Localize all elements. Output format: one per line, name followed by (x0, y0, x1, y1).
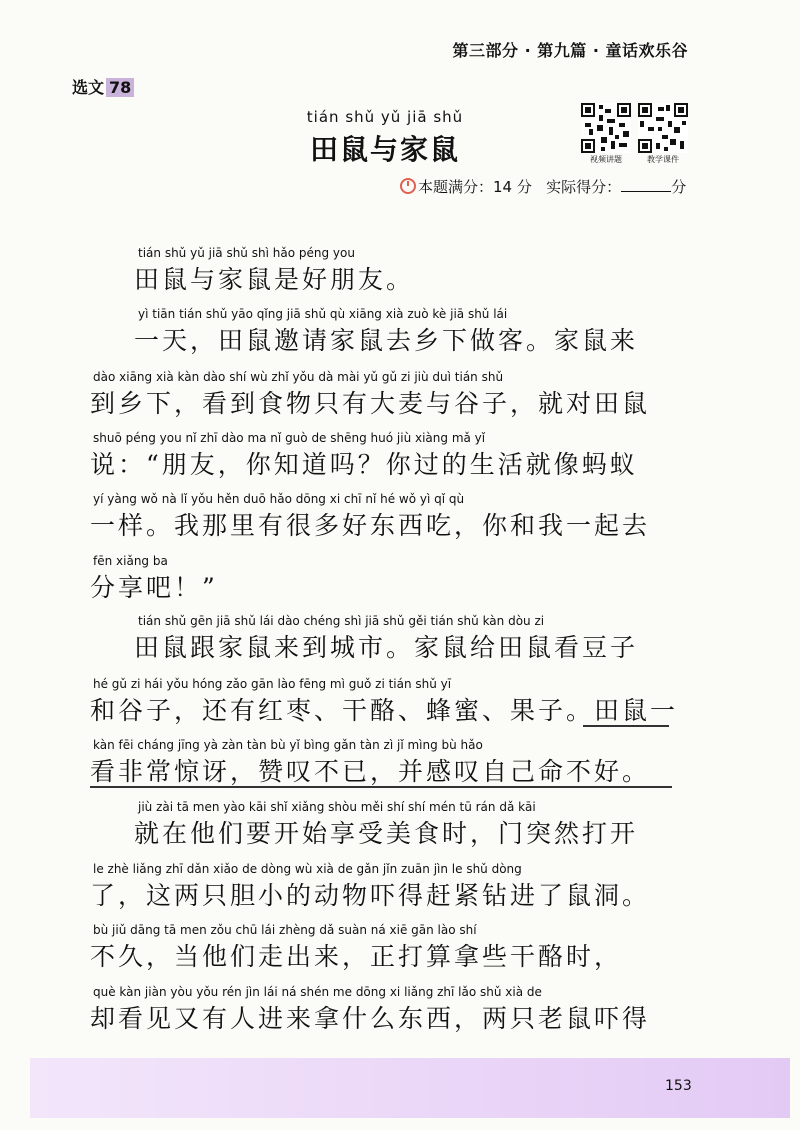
score-line (400, 176, 686, 197)
hanzi-line: 田鼠跟家鼠来到城市。家鼠给田鼠看豆子 (134, 633, 639, 662)
hanzi-line: 就在他们要开始享受美食时，门突然打开 (134, 819, 639, 848)
pinyin-line: kàn fēi cháng jīng yà zàn tàn bù yǐ bìng gǎn tàn zì jǐ mìng bù hǎo (93, 738, 483, 752)
pinyin-line: dào xiāng xià kàn dào shí wù zhǐ yǒu dà mài yǔ gǔ zi jiù duì tián shǔ (93, 370, 504, 384)
pinyin-line: jiù zài tā men yào kāi shǐ xiǎng shòu měi shí shí mén tū rán dǎ kāi (138, 800, 536, 814)
page-title: 田鼠与家鼠 (309, 133, 460, 166)
pinyin-line: tián shǔ yǔ jiā shǔ shì hǎo péng you (138, 246, 355, 260)
score-full: 本题满分：14 分 (418, 178, 532, 196)
pinyin-line: shuō péng you nǐ zhī dào ma nǐ guò de shēng huó jiù xiàng mǎ yǐ (93, 431, 486, 445)
hanzi-line: 到乡下，看到食物只有大麦与谷子，就对田鼠 (90, 389, 651, 418)
hanzi-line: 不久，当他们走出来，正打算拿些干酪时， (90, 942, 623, 971)
score-blank[interactable] (621, 191, 671, 192)
section-header: 第三部分 · 第九篇 · 童话欢乐谷 (452, 41, 688, 60)
pinyin-line: yì tiān tián shǔ yāo qǐng jiā shǔ qù xiāng xià zuò kè jiā shǔ lái (138, 307, 508, 321)
pinyin-line: fēn xiǎng ba (93, 554, 168, 568)
score-unit: 分 (671, 178, 687, 196)
clock-icon (400, 178, 416, 194)
answer-underline (90, 786, 672, 788)
qr-code-video[interactable] (581, 103, 631, 153)
hanzi-line: 了，这两只胆小的动物吓得赶紧钻进了鼠洞。 (90, 881, 651, 910)
pinyin-line: yí yàng wǒ nà lǐ yǒu hěn duō hǎo dōng xi chī nǐ hé wǒ yì qǐ qù (93, 492, 465, 506)
pinyin-line: què kàn jiàn yòu yǒu rén jìn lái ná shén me dōng xi liǎng zhī lǎo shǔ xià de (93, 985, 542, 999)
hanzi-line: 看非常惊讶，赞叹不已，并感叹自己命不好。 (90, 757, 651, 786)
pinyin-line: le zhè liǎng zhī dǎn xiǎo de dòng wù xià de gǎn jǐn zuān jìn le shǔ dòng (93, 862, 522, 876)
passage-label (72, 75, 134, 98)
score-actual-label: 实际得分： (546, 178, 622, 196)
pinyin-line: hé gǔ zi hái yǒu hóng zǎo gān lào fēng mì guǒ zi tián shǔ yī (93, 677, 452, 691)
hanzi-line: 却看见又有人进来拿什么东西，两只老鼠吓得 (90, 1004, 651, 1033)
hanzi-line: 一天，田鼠邀请家鼠去乡下做客。家鼠来 (134, 326, 639, 355)
qr-caption-courseware: 教学课件 (647, 155, 679, 164)
passage-number: 78 (106, 78, 134, 97)
hanzi-line: 分享吧！” (90, 573, 218, 602)
hanzi-line: 一样。我那里有很多好东西吃，你和我一起去 (90, 511, 651, 540)
pinyin-line: bù jiǔ dāng tā men zǒu chū lái zhèng dǎ suàn ná xiē gān lào shí (93, 923, 477, 937)
passage-label-text: 选文 (72, 78, 105, 97)
hanzi-line: 说：“朋友，你知道吗？你过的生活就像蚂蚁 (90, 450, 638, 479)
answer-underline (583, 725, 669, 727)
title-pinyin: tián shǔ yǔ jiā shǔ (306, 108, 464, 126)
hanzi-line: 和谷子，还有红枣、干酪、蜂蜜、果子。田鼠一 (90, 696, 679, 725)
title-block (300, 108, 470, 168)
page-number: 153 (665, 1078, 692, 1094)
qr-code-courseware[interactable] (638, 103, 688, 153)
hanzi-line: 田鼠与家鼠是好朋友。 (134, 265, 415, 294)
qr-caption-video: 视频讲题 (590, 155, 622, 164)
pinyin-line: tián shǔ gēn jiā shǔ lái dào chéng shì jiā shǔ gěi tián shǔ kàn dòu zi (138, 614, 545, 628)
